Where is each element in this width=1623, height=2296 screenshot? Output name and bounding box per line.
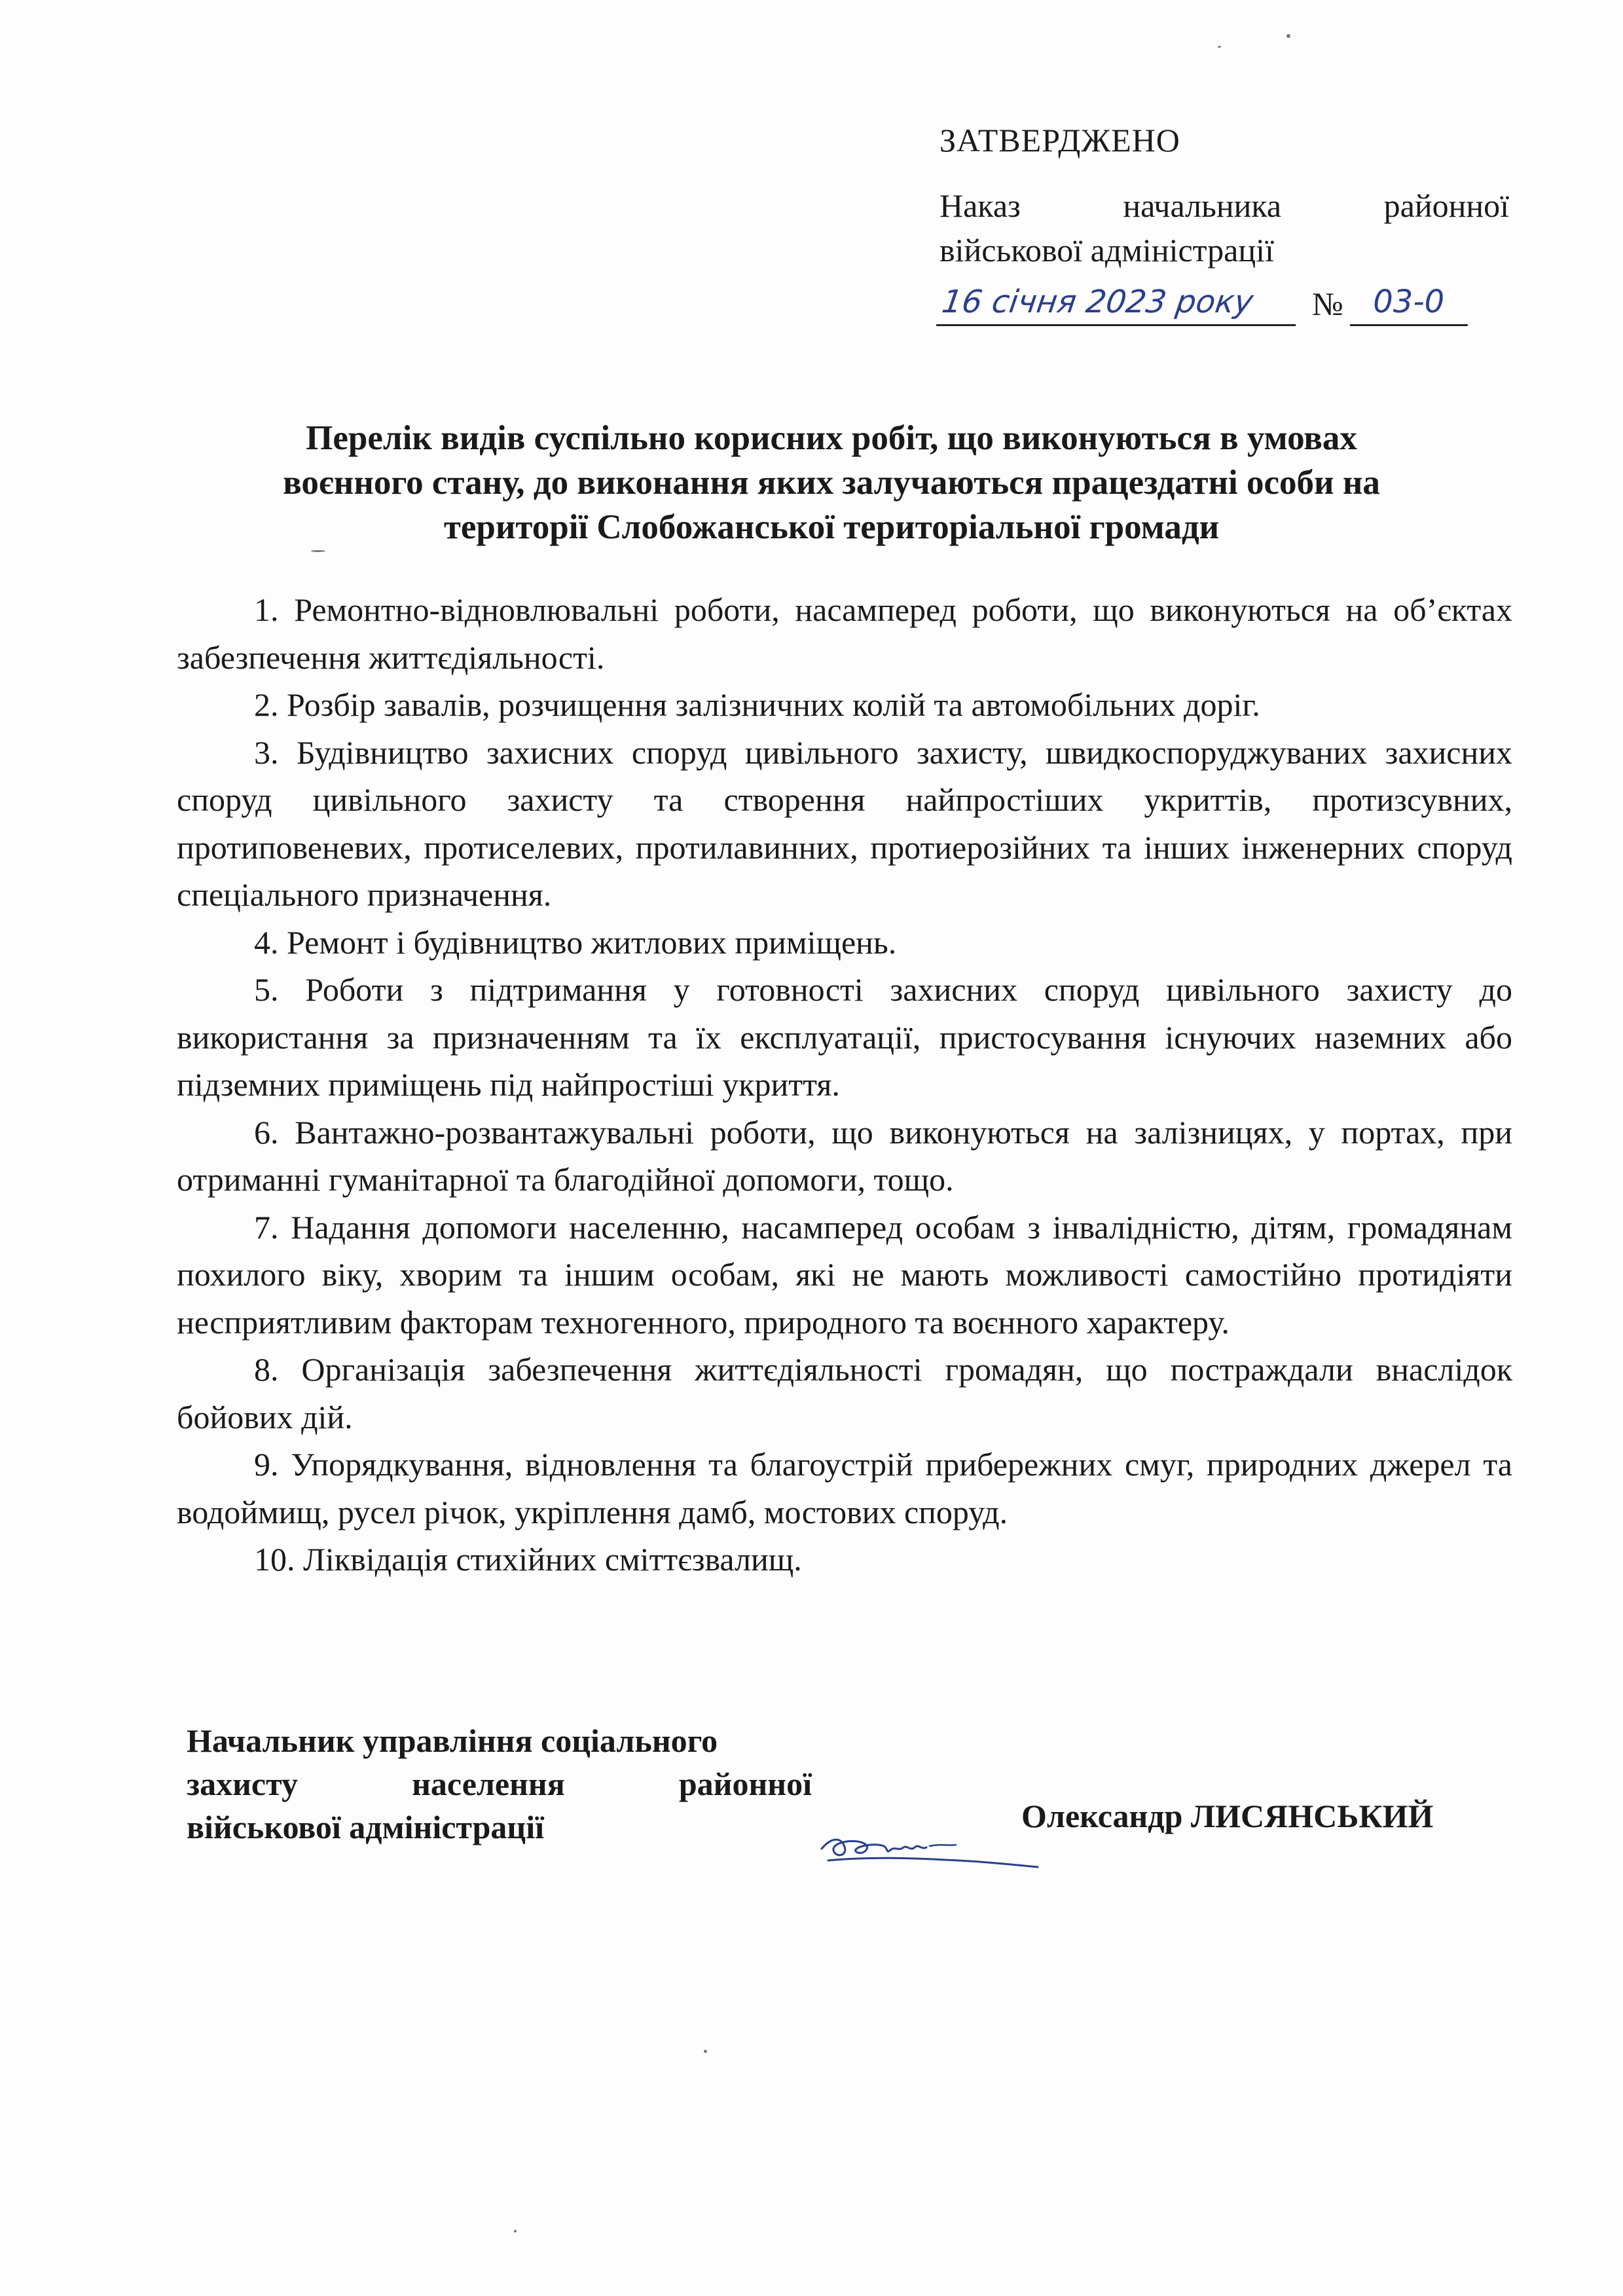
scan-speck [704,2050,707,2053]
position-word: районної [678,1766,812,1802]
signatory-position [187,1719,812,1849]
position-line [187,1762,812,1805]
position-word: населення [412,1766,565,1802]
list-item: 8. Організація забезпечення життєдіяльності громадян, що постраждали внаслідок бойових дій. [177,1351,1512,1435]
approved-heading: ЗАТВЕРДЖЕНО [939,122,1180,158]
list-item: 2. Розбір завалів, розчищення залізничних колій та автомобільних доріг. [254,686,1260,723]
list-item: 6. Вантажно-розвантажувальні роботи, що виконуються на залізницях, у портах, при отриманні гуманітарної та благодійної допомоги, тощо. [177,1113,1512,1198]
list-item: 4. Ремонт і будівництво житлових приміщень. [254,923,897,961]
handwritten-date: 16 січня 2023 року [939,284,1256,320]
title-line: території Слобожанської територіальної громади [443,508,1220,546]
scan-speck [514,2230,517,2232]
list-item: 10. Ліквідація стихійних сміттєзвалищ. [254,1541,802,1578]
list-item: 3. Будівництво захисних споруд цивільного захисту, швидкоспоруджуваних захисних споруд цивільного захисту та створення найпростіших укриттів, протизсувних, протиповеневих, протиселевих, протилавинних, протиерозійних та інших інженерних споруд спеціального призначення. [177,733,1512,913]
order-word: начальника [1123,187,1282,224]
handwritten-number: 03-0 [1373,284,1445,320]
list-item: 5. Роботи з підтримання у готовності захисних споруд цивільного захисту до використання за призначенням та їх експлуатації, пристосування існуючих наземних або підземних приміщень під найпростіші укриття. [177,971,1512,1103]
position-line: Начальник управління соціального [187,1722,718,1759]
order-date-field [936,279,1302,326]
order-word: Наказ [939,187,1021,224]
order-line-1 [939,183,1509,228]
number-sign: № [1312,286,1343,322]
scan-speck [1218,46,1221,48]
title-line: Перелік видів суспільно корисних робіт, що виконуються в умовах [306,419,1357,457]
position-line: військової адміністрації [187,1809,544,1845]
date-number-line [939,274,1509,326]
signatory-name: Олександр ЛИСЯНСЬКИЙ [1021,1798,1434,1834]
list-item: 1. Ремонтно-відновлювальні роботи, насамперед роботи, що виконуються на об’єктах забезпечення життєдіяльності. [177,591,1512,676]
order-number-field [1350,279,1468,326]
position-word: захисту [187,1766,298,1802]
order-word: районної [1383,187,1509,224]
works-list [177,586,1512,1583]
scan-speck [311,550,325,552]
list-item: 7. Надання допомоги населенню, насамперед особам з інвалідністю, дітям, громадянам похилого віку, хворим та іншим особам, які не мають можливості самостійно протидіяти несприятливим факторам техногенного, природного та воєнного характеру. [177,1208,1512,1341]
title-line: воєнного стану, до виконання яких залучаються працездатні особи на [283,464,1380,502]
order-line-2: військової адміністрації [939,232,1274,268]
scan-speck [1286,34,1290,38]
approval-block [939,118,1509,326]
list-item: 9. Упорядкування, відновлення та благоустрій прибережних смуг, природних джерел та водоймищ, русел річок, укріплення дамб, мостових споруд. [177,1446,1512,1530]
document-title [183,416,1480,549]
